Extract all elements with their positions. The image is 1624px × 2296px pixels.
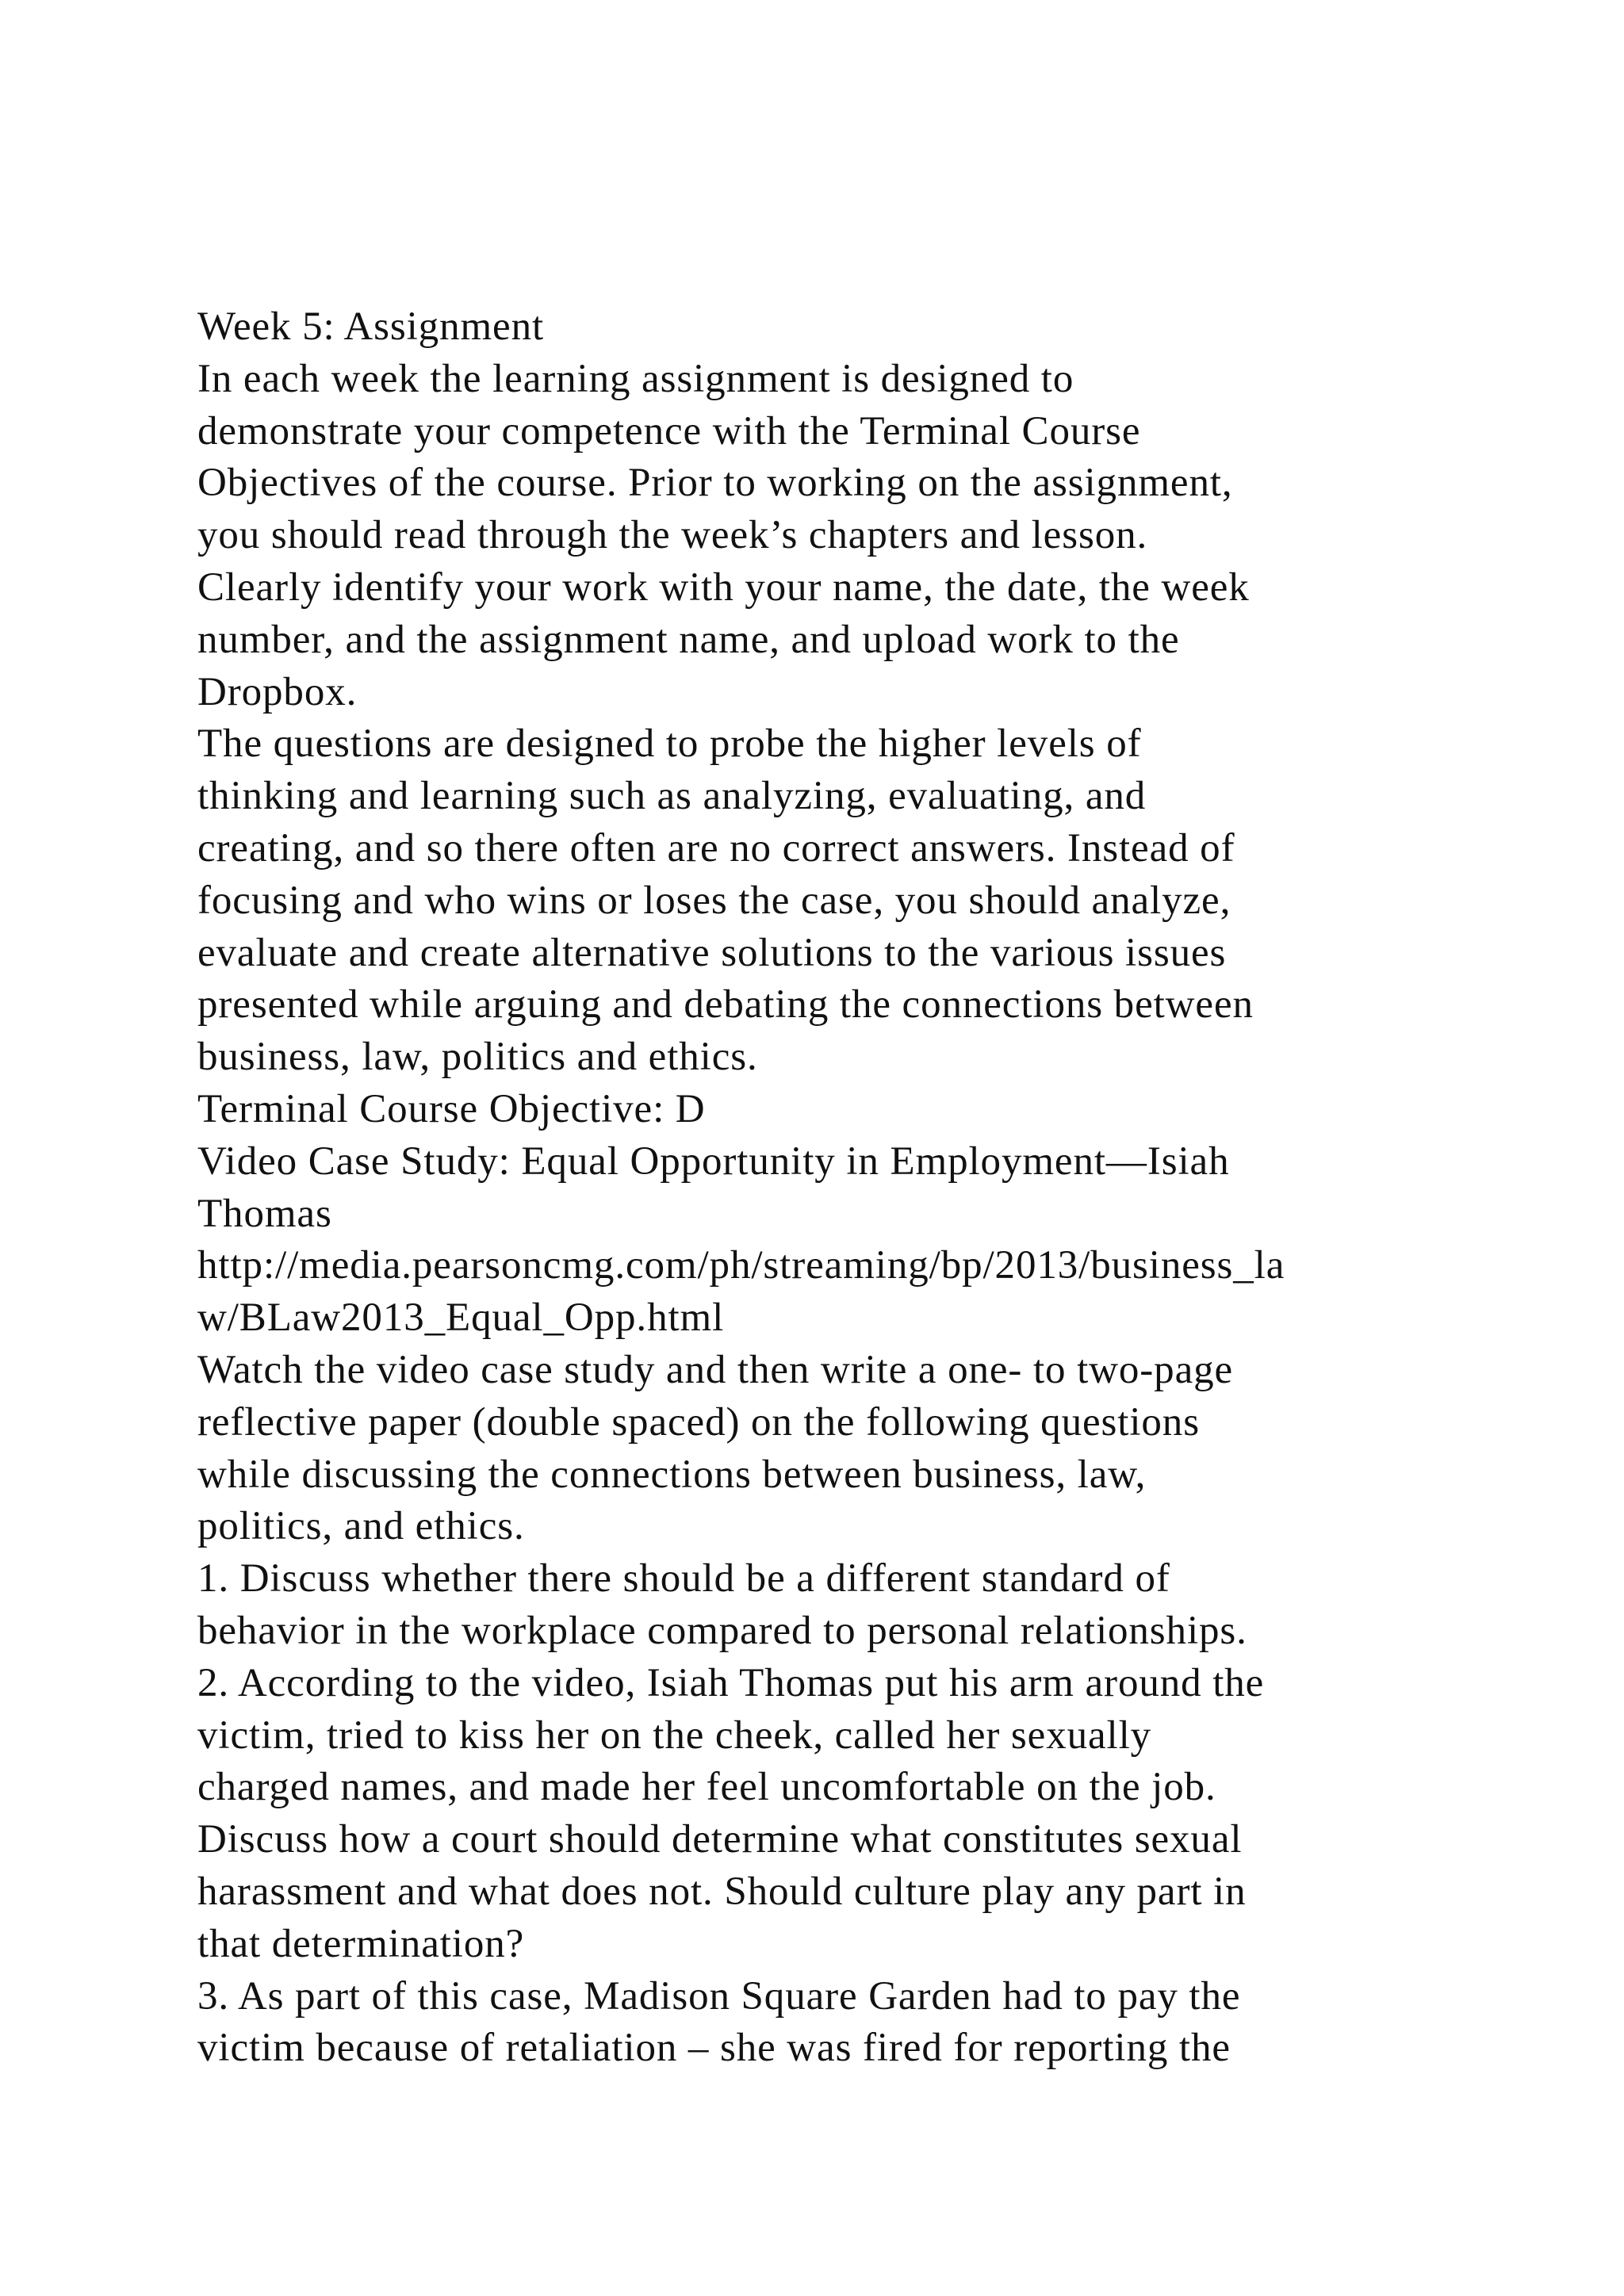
question-2: harassment and what does not. Should culture play any part in [197,1869,1247,1914]
questions-paragraph-line: focusing and who wins or loses the case, you should analyze, [197,878,1231,923]
case-study-title: Video Case Study: Equal Opportunity in Employment—Isiah [197,1138,1230,1184]
intro-paragraph-line: you should read through the week’s chapters and lesson. [197,513,1148,558]
question-1: behavior in the workplace compared to personal relationships. [197,1608,1247,1653]
question-3: victim because of retaliation – she was fired for reporting the [197,2026,1231,2071]
question-2: that determination? [197,1921,525,1966]
question-2: victim, tried to kiss her on the cheek, called her sexually [197,1712,1152,1758]
video-url: w/BLaw2013_Equal_Opp.html [197,1295,725,1341]
intro-paragraph-line: Clearly identify your work with your name, the date, the week [197,564,1250,610]
assignment-title: Week 5: Assignment [197,304,545,349]
document-body [197,301,1617,2075]
intro-paragraph-line: In each week the learning assignment is designed to [197,356,1074,401]
instructions-line: Watch the video case study and then write a one- to two-page [197,1347,1234,1392]
question-3: 3. As part of this case, Madison Square Garden had to pay the [197,1973,1241,2019]
intro-paragraph-line: demonstrate your competence with the Terminal Course [197,408,1141,453]
video-url: http://media.pearsoncmg.com/ph/streaming/bp/2013/business_la [197,1243,1285,1288]
questions-paragraph-line: creating, and so there often are no correct answers. Instead of [197,825,1235,871]
question-2: charged names, and made her feel uncomfortable on the job. [197,1765,1216,1810]
questions-paragraph-line: evaluate and create alternative solutions to the various issues [197,930,1227,975]
instructions-line: reflective paper (double spaced) on the following questions [197,1399,1200,1445]
questions-paragraph-line: presented while arguing and debating the connections between [197,982,1254,1027]
terminal-objective: Terminal Course Objective: D [197,1086,706,1131]
question-2: Discuss how a court should determine what constitutes sexual [197,1817,1243,1862]
question-1: 1. Discuss whether there should be a different standard of [197,1556,1170,1601]
instructions-line: politics, and ethics. [197,1504,525,1549]
intro-paragraph-line: Objectives of the course. Prior to working on the assignment, [197,461,1233,506]
questions-paragraph-line: thinking and learning such as analyzing, evaluating, and [197,774,1147,819]
instructions-line: while discussing the connections between business, law, [197,1452,1147,1497]
intro-paragraph-line: Dropbox. [197,669,358,714]
intro-paragraph-line: number, and the assignment name, and upload work to the [197,617,1180,662]
question-2: 2. According to the video, Isiah Thomas put his arm around the [197,1660,1265,1705]
questions-paragraph-line: The questions are designed to probe the higher levels of [197,721,1142,767]
questions-paragraph-line: business, law, politics and ethics. [197,1035,758,1080]
case-study-title: Thomas [197,1191,332,1236]
